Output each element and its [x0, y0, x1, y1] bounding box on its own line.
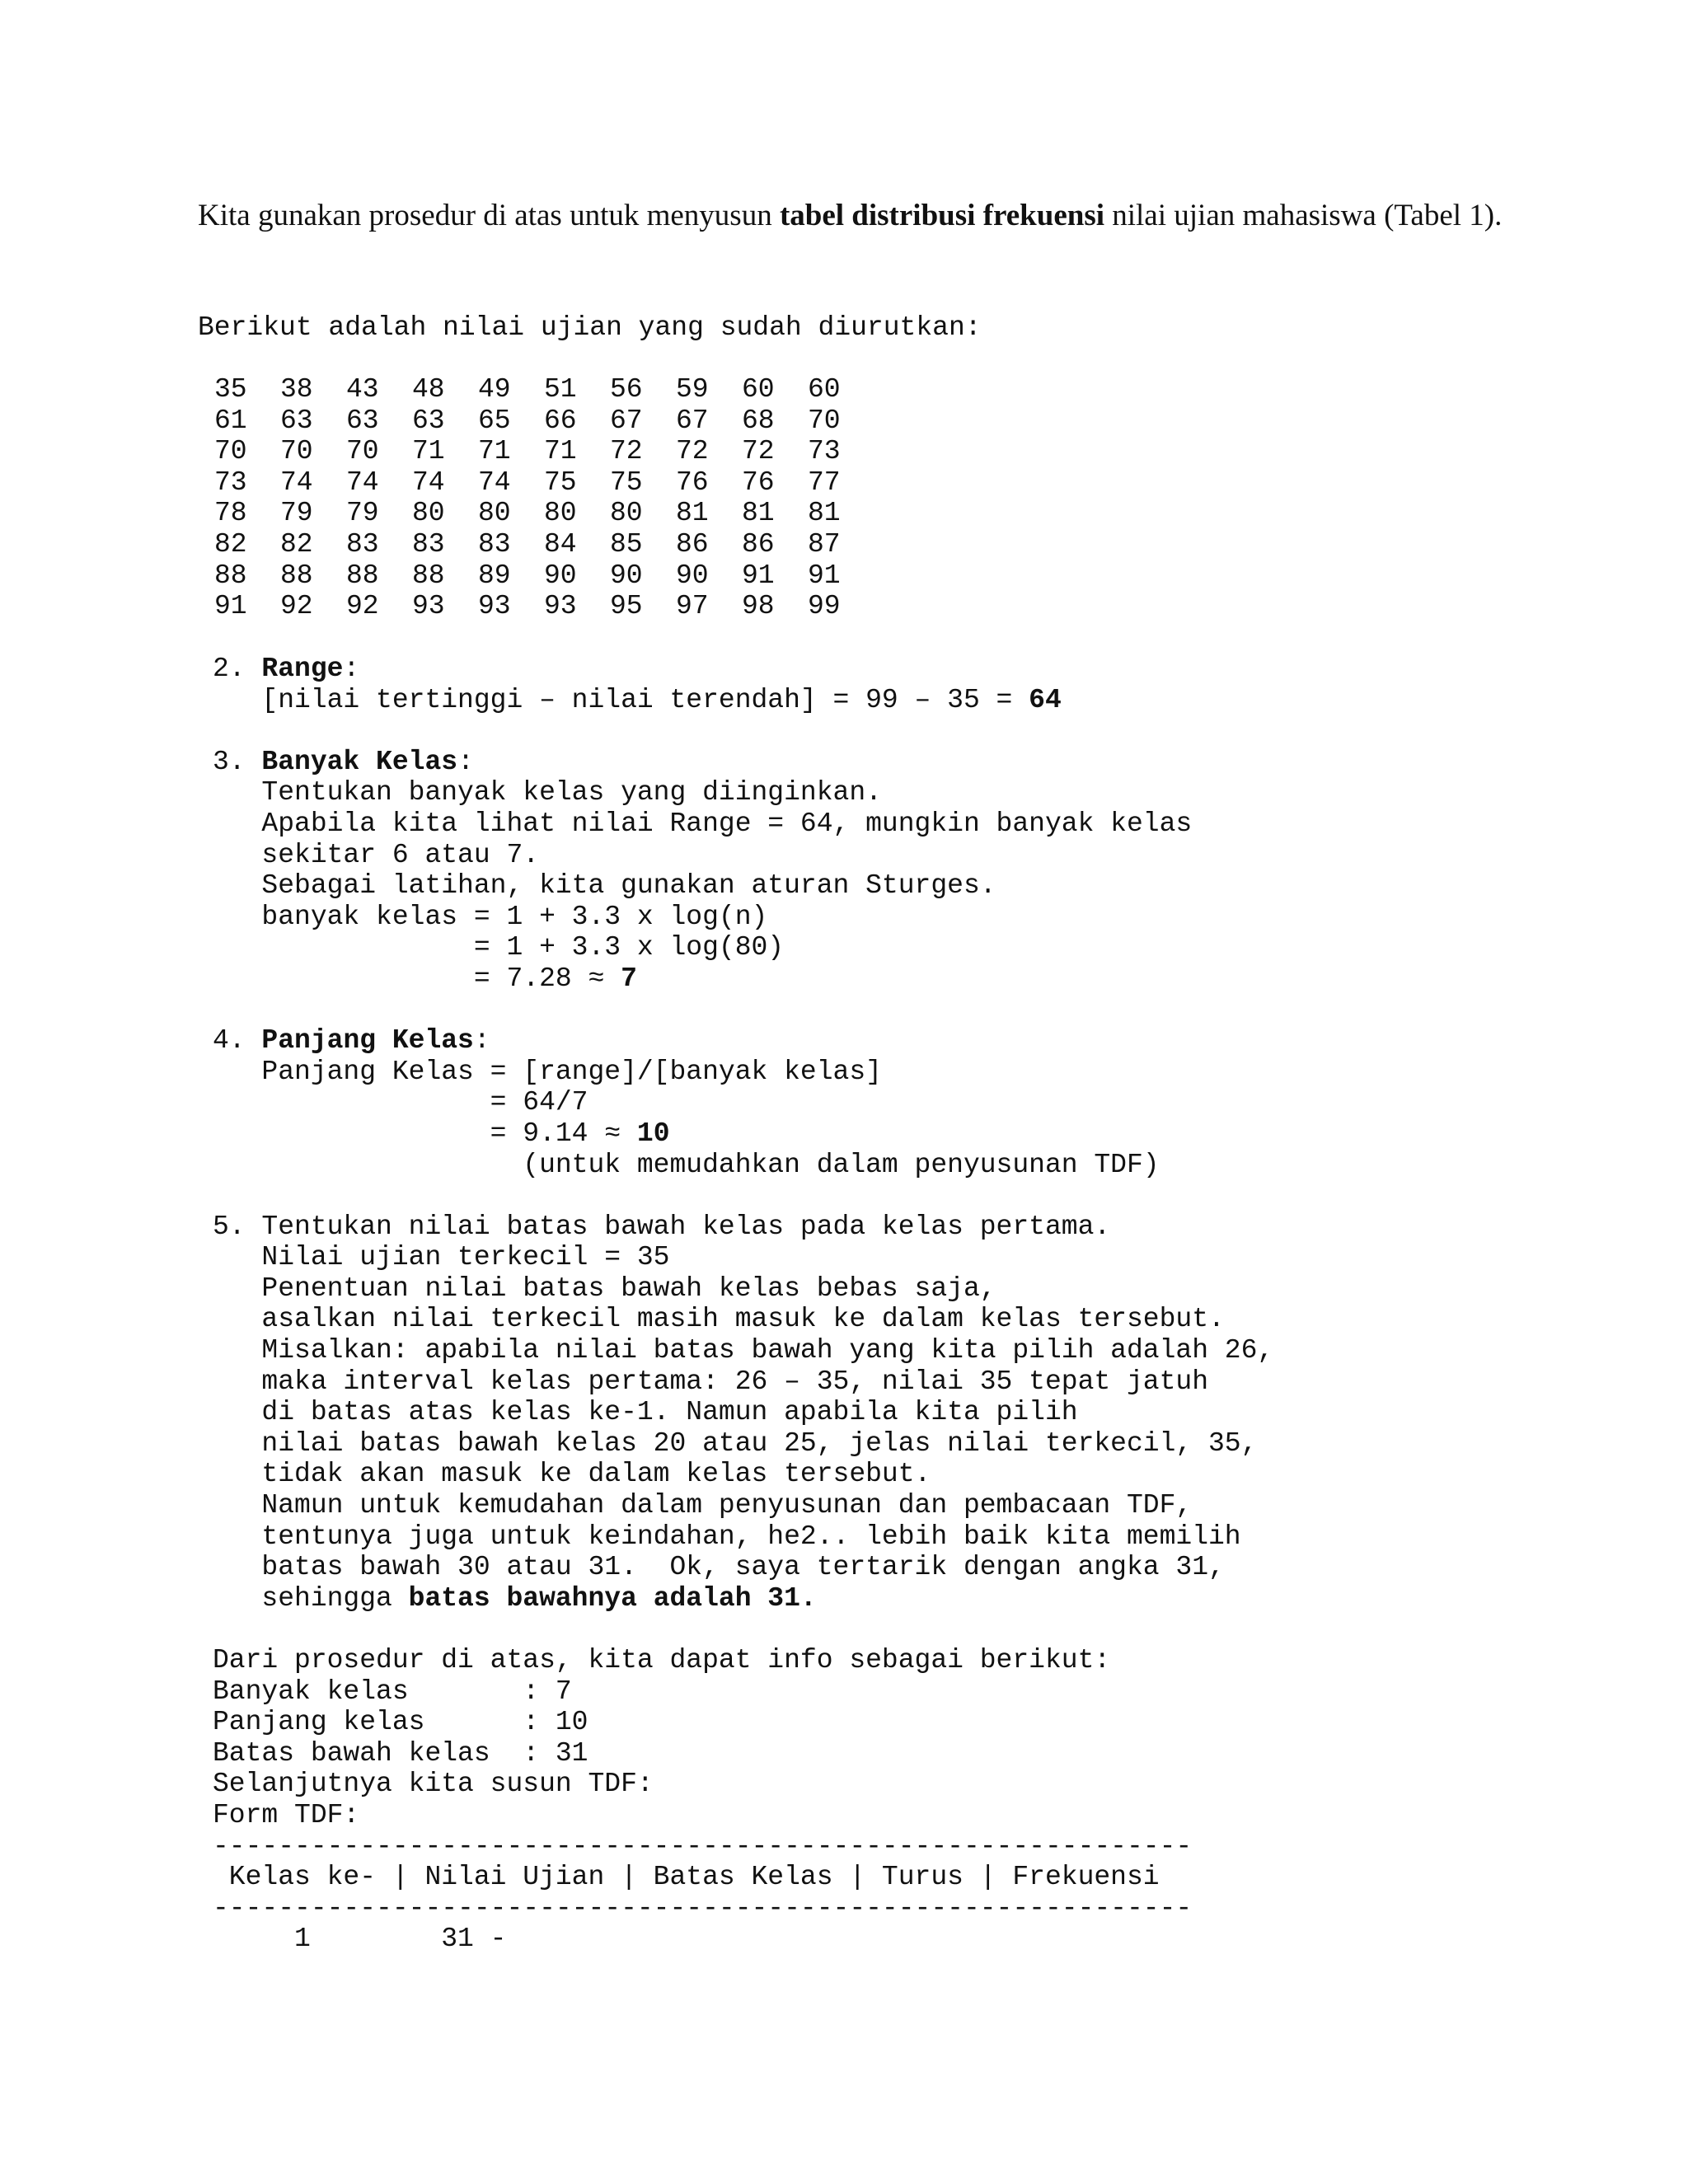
scores-lead-line: Berikut adalah nilai ujian yang sudah diurutkan:: [198, 312, 982, 343]
step-5-line: asalkan nilai terkecil masih masuk ke dalam kelas tersebut.: [213, 1304, 1225, 1335]
score-value: 87: [808, 528, 841, 560]
step-2-heading: 2. Range:: [213, 654, 360, 684]
score-value: 72: [676, 436, 709, 467]
step-3-line: Tentukan banyak kelas yang diinginkan.: [213, 777, 882, 808]
intro-paragraph: [198, 194, 1550, 237]
score-value: 90: [676, 560, 709, 591]
score-value: 74: [478, 466, 511, 498]
score-value: 98: [742, 591, 775, 622]
score-value: 71: [412, 436, 445, 467]
score-value: 80: [412, 498, 445, 529]
step-5-line: di batas atas kelas ke-1. Namun apabila kita pilih: [213, 1397, 1078, 1428]
score-value: 72: [610, 436, 643, 467]
step-5-line: Misalkan: apabila nilai batas bawah yang kita pilih adalah 26,: [213, 1335, 1274, 1366]
range-result: 64: [1029, 684, 1062, 715]
score-value: 70: [214, 436, 247, 467]
score-value: 70: [808, 405, 841, 436]
lower-bound-result: batas bawahnya adalah 31.: [408, 1582, 817, 1614]
step-3-formula: = 1 + 3.3 x log(80): [213, 932, 785, 963]
score-value: 89: [478, 560, 511, 591]
score-value: 79: [346, 498, 379, 529]
scores-row: [214, 467, 874, 499]
score-value: 60: [742, 374, 775, 405]
step-5-line: batas bawah 30 atau 31. Ok, saya tertarik dengan angka 31,: [213, 1552, 1225, 1583]
score-value: 92: [346, 591, 379, 622]
score-value: 90: [610, 560, 643, 591]
procedure-steps: [213, 654, 1273, 1955]
step-3-formula: banyak kelas = 1 + 3.3 x log(n): [213, 901, 768, 932]
score-value: 67: [610, 405, 643, 436]
score-value: 80: [544, 498, 577, 529]
summary-class-length: Panjang kelas : 10: [213, 1707, 588, 1738]
step-3-line: sekitar 6 atau 7.: [213, 839, 540, 870]
scores-row: [214, 405, 874, 437]
step-5-line: nilai batas bawah kelas 20 atau 25, jelas nilai terkecil, 35,: [213, 1427, 1258, 1459]
score-value: 95: [610, 591, 643, 622]
step-5-line: tentunya juga untuk keindahan, he2.. lebih baik kita memilih: [213, 1521, 1241, 1552]
score-value: 93: [544, 591, 577, 622]
scores-row: [214, 529, 874, 560]
score-value: 51: [544, 374, 577, 405]
scores-row: [214, 498, 874, 529]
tdf-top-rule: ------------------------------------------------------------: [213, 1830, 1193, 1862]
score-value: 65: [478, 405, 511, 436]
score-value: 73: [214, 466, 247, 498]
score-value: 63: [412, 405, 445, 436]
score-value: 75: [544, 466, 577, 498]
score-value: 92: [280, 591, 313, 622]
score-value: 76: [742, 466, 775, 498]
score-value: 93: [478, 591, 511, 622]
scores-row: [214, 591, 874, 622]
tdf-row-1: 1 31 -: [213, 1924, 507, 1955]
score-value: 59: [676, 374, 709, 405]
score-value: 78: [214, 498, 247, 529]
step-5-line: Namun untuk kemudahan dalam penyusunan dan pembacaan TDF,: [213, 1490, 1193, 1521]
score-value: 73: [808, 436, 841, 467]
intro-bold-term: tabel distribusi frekuensi: [779, 199, 1104, 232]
score-value: 43: [346, 374, 379, 405]
tdf-header-row: Kelas ke- | Nilai Ujian | Batas Kelas | Turus | Frekuensi: [213, 1862, 1160, 1893]
score-value: 91: [742, 560, 775, 591]
score-value: 86: [742, 528, 775, 560]
score-value: 88: [412, 560, 445, 591]
class-length-result: 10: [636, 1118, 670, 1149]
score-value: 85: [610, 528, 643, 560]
step-3-formula: = 7.28 ≈ 7: [213, 963, 637, 994]
scores-row: [214, 436, 874, 467]
score-value: 77: [808, 466, 841, 498]
scores-row: [214, 560, 874, 592]
score-value: 90: [544, 560, 577, 591]
score-value: 49: [478, 374, 511, 405]
step-5-heading: 5. Tentukan nilai batas bawah kelas pada kelas pertama.: [213, 1211, 1111, 1242]
score-value: 48: [412, 374, 445, 405]
score-value: 60: [808, 374, 841, 405]
step-5-conclusion: sehingga batas bawahnya adalah 31.: [213, 1582, 817, 1614]
score-value: 82: [280, 528, 313, 560]
score-value: 88: [214, 560, 247, 591]
step-3-heading: 3. Banyak Kelas:: [213, 746, 474, 777]
score-value: 99: [808, 591, 841, 622]
step-4-heading: 4. Panjang Kelas:: [213, 1025, 490, 1057]
step-4-formula: Panjang Kelas = [range]/[banyak kelas]: [213, 1056, 882, 1087]
step-5-line: maka interval kelas pertama: 26 – 35, nilai 35 tepat jatuh: [213, 1366, 1208, 1397]
score-value: 83: [346, 528, 379, 560]
score-value: 86: [676, 528, 709, 560]
score-value: 67: [676, 405, 709, 436]
score-value: 80: [478, 498, 511, 529]
score-value: 84: [544, 528, 577, 560]
step-3-line: Apabila kita lihat nilai Range = 64, mungkin banyak kelas: [213, 808, 1193, 839]
score-value: 38: [280, 374, 313, 405]
score-value: 91: [808, 560, 841, 591]
score-value: 70: [346, 436, 379, 467]
score-value: 66: [544, 405, 577, 436]
score-value: 71: [544, 436, 577, 467]
tdf-header-rule: ------------------------------------------------------------: [213, 1892, 1193, 1924]
score-value: 74: [412, 466, 445, 498]
score-value: 83: [478, 528, 511, 560]
score-value: 61: [214, 405, 247, 436]
step-5-line: Nilai ujian terkecil = 35: [213, 1242, 670, 1273]
step-5-line: tidak akan masuk ke dalam kelas tersebut.: [213, 1459, 931, 1490]
score-value: 81: [808, 498, 841, 529]
step-4-formula: = 9.14 ≈ 10: [213, 1118, 670, 1149]
score-value: 71: [478, 436, 511, 467]
intro-text-before: Kita gunakan prosedur di atas untuk menyusun: [198, 199, 780, 232]
intro-text-after: nilai ujian mahasiswa (Tabel 1).: [1104, 199, 1503, 232]
score-value: 56: [610, 374, 643, 405]
class-count-result: 7: [621, 963, 637, 994]
score-value: 79: [280, 498, 313, 529]
step-4-formula: = 64/7: [213, 1087, 588, 1118]
score-value: 63: [346, 405, 379, 436]
score-value: 74: [280, 466, 313, 498]
sorted-scores-grid: [214, 374, 874, 622]
score-value: 93: [412, 591, 445, 622]
score-value: 88: [280, 560, 313, 591]
summary-line: Selanjutnya kita susun TDF:: [213, 1769, 654, 1800]
score-value: 75: [610, 466, 643, 498]
score-value: 83: [412, 528, 445, 560]
step-4-note: (untuk memudahkan dalam penyusunan TDF): [213, 1149, 1160, 1180]
summary-class-count: Banyak kelas : 7: [213, 1675, 572, 1707]
scores-row: [214, 374, 874, 405]
score-value: 63: [280, 405, 313, 436]
summary-lower-bound: Batas bawah kelas : 31: [213, 1737, 588, 1769]
form-tdf-label: Form TDF:: [213, 1799, 360, 1830]
score-value: 81: [676, 498, 709, 529]
summary-line: Dari prosedur di atas, kita dapat info sebagai berikut:: [213, 1645, 1111, 1675]
score-value: 97: [676, 591, 709, 622]
score-value: 76: [676, 466, 709, 498]
score-value: 35: [214, 374, 247, 405]
score-value: 72: [742, 436, 775, 467]
score-value: 81: [742, 498, 775, 529]
step-3-line: Sebagai latihan, kita gunakan aturan Sturges.: [213, 870, 996, 902]
score-value: 91: [214, 591, 247, 622]
score-value: 80: [610, 498, 643, 529]
score-value: 74: [346, 466, 379, 498]
step-2-range-formula: [nilai tertinggi – nilai terendah] = 99 – 35 = 64: [213, 684, 1062, 715]
step-5-line: Penentuan nilai batas bawah kelas bebas saja,: [213, 1272, 996, 1304]
score-value: 70: [280, 436, 313, 467]
score-value: 82: [214, 528, 247, 560]
score-value: 68: [742, 405, 775, 436]
score-value: 88: [346, 560, 379, 591]
